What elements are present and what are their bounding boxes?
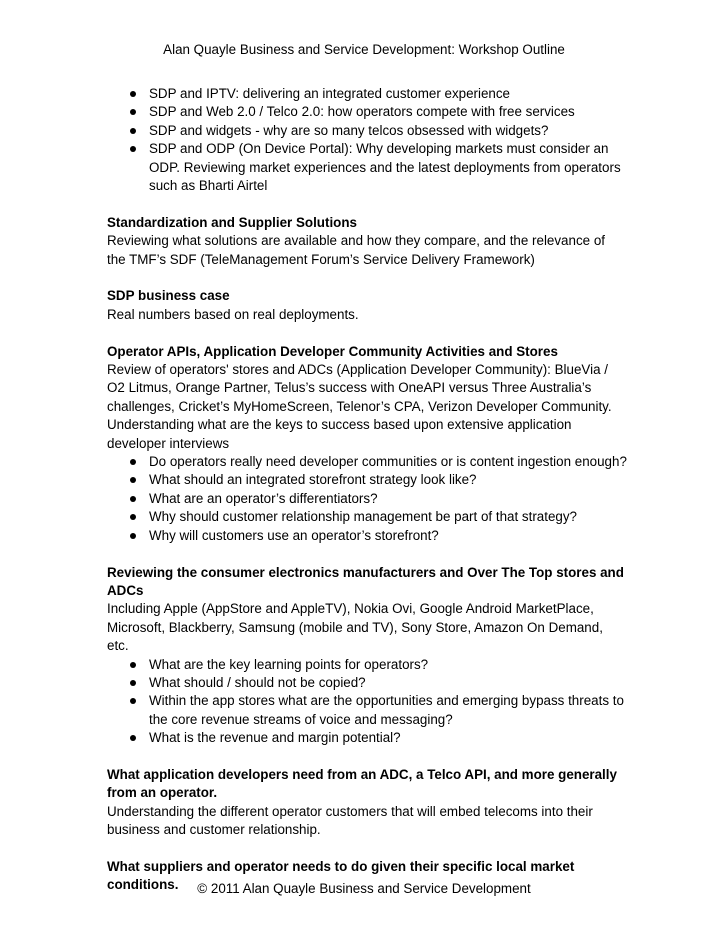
section-text: Including Apple (AppStore and AppleTV), Nokia Ovi, Google Android MarketPlace, Microsoft, Blackberry, Samsung (mobile and TV), Sony Store, Amazon On Demand, etc. (107, 601, 603, 654)
intro-bullet-list (107, 85, 627, 195)
list-item: What are the key learning points for operators? (107, 656, 627, 674)
section-heading: SDP business case (107, 288, 230, 304)
section-text: Understanding the different operator customers that will embed telecoms into their business and customer relationship. (107, 803, 593, 838)
page-header: Alan Quayle Business and Service Development: Workshop Outline (163, 42, 565, 57)
section-app-developers (107, 766, 627, 840)
section-text: Real numbers based on real deployments. (107, 306, 359, 322)
page-footer: © 2011 Alan Quayle Business and Service Development (197, 881, 531, 896)
consumer-electronics-bullet-list (107, 656, 627, 748)
operator-apis-bullet-list (107, 453, 627, 545)
list-item: Why should customer relationship management be part of that strategy? (107, 508, 627, 526)
section-heading: What suppliers and operator needs to do given their specific local market conditions. (107, 858, 575, 893)
section-operator-apis (107, 343, 627, 545)
section-text: Reviewing what solutions are available and how they compare, and the relevance of the TMF’s SDF (TeleManagement Forum’s Service Delivery Framework) (107, 233, 605, 267)
section-business-case (107, 287, 627, 324)
section-heading: Reviewing the consumer electronics manufacturers and Over The Top stores and ADCs (107, 564, 624, 598)
list-item: SDP and Web 2.0 / Telco 2.0: how operators compete with free services (107, 103, 627, 121)
list-item: What are an operator’s differentiators? (107, 490, 627, 508)
list-item: Do operators really need developer communities or is content ingestion enough? (107, 453, 627, 471)
list-item: SDP and ODP (On Device Portal): Why developing markets must consider an ODP. Reviewing market experiences and the latest deployments from operators such as Bharti Airtel (107, 140, 627, 195)
section-standardization (107, 214, 627, 269)
section-heading: What application developers need from an ADC, a Telco API, and more generally from an operator. (107, 766, 617, 801)
list-item: What is the revenue and margin potential? (107, 729, 627, 747)
document-body (107, 85, 627, 895)
list-item: SDP and IPTV: delivering an integrated customer experience (107, 85, 627, 103)
section-consumer-electronics (107, 564, 627, 748)
list-item: Why will customers use an operator’s storefront? (107, 527, 627, 545)
list-item: What should an integrated storefront strategy look like? (107, 471, 627, 489)
list-item: What should / should not be copied? (107, 674, 627, 692)
section-text: Review of operators' stores and ADCs (Application Developer Community): BlueVia / O2 Litmus, Orange Partner, Telus’s success with OneAPI versus Three Australia’s challenges, Cricket’s MyHomeScreen, Telenor’s CPA, Verizon Developer Community. Understanding what are the keys to success based upon extensive application developer interviews (107, 362, 612, 451)
section-heading: Standardization and Supplier Solutions (107, 214, 357, 230)
list-item: Within the app stores what are the opportunities and emerging bypass threats to the core revenue streams of voice and messaging? (107, 692, 627, 729)
section-heading: Operator APIs, Application Developer Community Activities and Stores (107, 343, 558, 359)
list-item: SDP and widgets - why are so many telcos obsessed with widgets? (107, 122, 627, 140)
